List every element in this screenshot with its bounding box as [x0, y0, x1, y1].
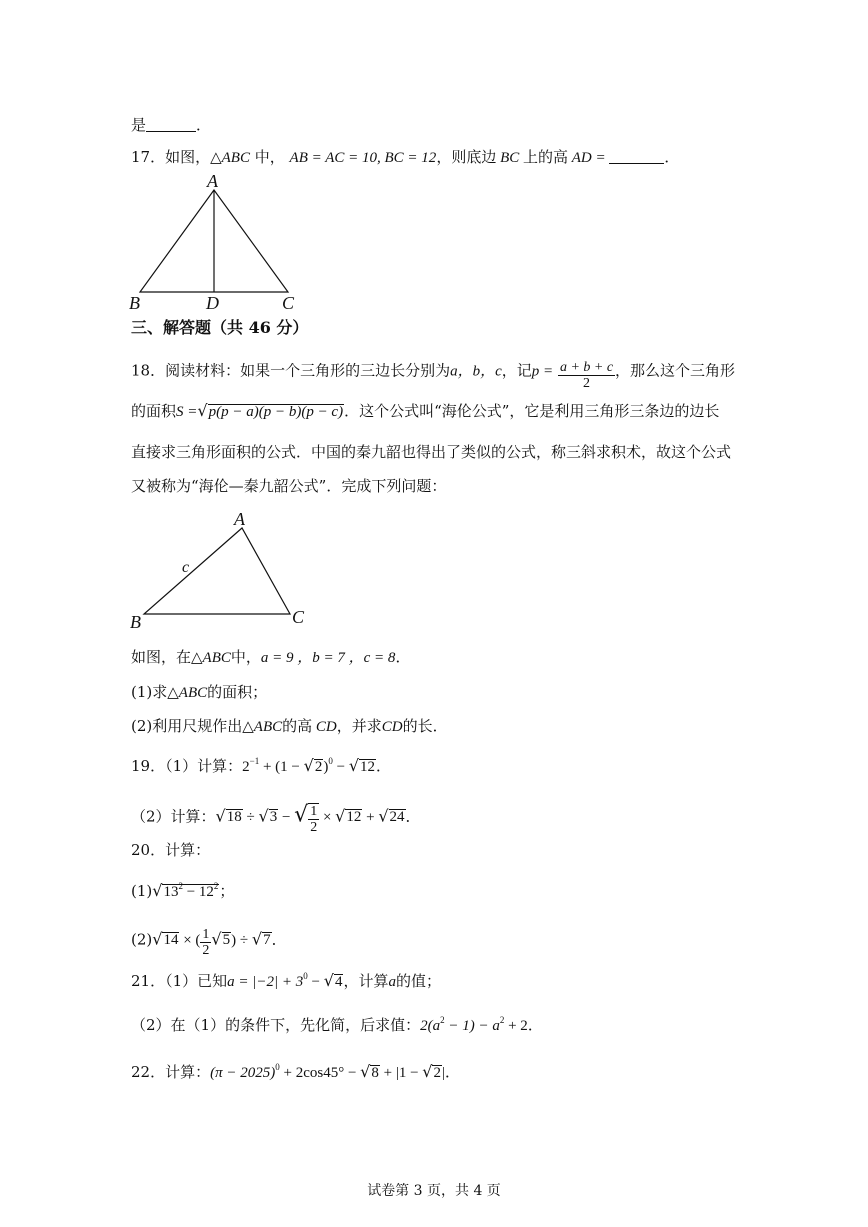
exponent: 2	[440, 1015, 445, 1025]
text: 18．阅读材料：如果一个三角形的三边长分别为	[131, 361, 451, 380]
side-vars: a，b，c	[450, 363, 502, 380]
answer-blank[interactable]	[609, 149, 664, 164]
side-label-c: c	[182, 559, 190, 576]
triangle-figure-18	[126, 510, 316, 635]
math: )	[323, 759, 329, 775]
exponent: 0	[303, 971, 308, 981]
math: ÷	[236, 932, 252, 949]
text: ，那么这个三角形	[615, 361, 736, 380]
vertex-label-c: C	[292, 607, 305, 627]
text: ．	[376, 757, 392, 775]
heron-radicand: p(p − a)(p − b)(p − c)	[208, 404, 344, 420]
text: 的长．	[402, 717, 448, 735]
radical-sign: √	[378, 806, 389, 826]
radicand: 12	[360, 759, 376, 775]
math: + 2cos45° −	[279, 1065, 361, 1081]
fraction-numerator: a + b + c	[559, 360, 614, 375]
text: 如图，在	[131, 648, 192, 666]
fraction	[200, 927, 211, 959]
triangle-symbol: △ABC	[167, 685, 208, 701]
height-label: AD =	[568, 150, 610, 166]
radicand: 14	[163, 932, 179, 949]
radical-sign: √	[152, 881, 163, 900]
math: −	[332, 759, 349, 775]
math: 13	[163, 884, 179, 900]
math: )	[231, 932, 237, 949]
text: ．	[445, 1063, 461, 1081]
text: 21．（1）已知	[131, 972, 228, 990]
vertex-label-b: B	[130, 612, 141, 632]
triangle-symbol: △ABC	[191, 650, 231, 666]
vertex-label-a: A	[234, 510, 245, 529]
fraction-denominator: 2	[582, 376, 590, 392]
question-18-line-1	[131, 360, 735, 392]
text: ，计算	[343, 972, 389, 990]
question-number: 17．	[131, 148, 166, 166]
text: 19．（1）计算：	[131, 757, 243, 775]
page-footer: 试卷第 3 页，共 4 页	[367, 1183, 501, 1199]
text: ．这个公式叫“海伦公式”，它是利用三角形三条边的边长	[344, 402, 720, 420]
radical-sign: √	[215, 806, 226, 826]
text: ．	[395, 648, 411, 666]
text: ．	[405, 807, 421, 826]
question-18-sub-2	[131, 719, 448, 735]
prev-question-tail: 是	[131, 116, 147, 134]
segment-label: CD	[381, 719, 403, 735]
text: ；	[219, 882, 235, 900]
fraction-denominator: 2	[310, 820, 318, 836]
math: +	[362, 809, 379, 826]
answer-blank[interactable]	[146, 117, 196, 132]
math: (π − 2025)	[210, 1065, 276, 1081]
radical-sign: √	[258, 806, 269, 826]
radicand: 7	[263, 932, 271, 949]
text: ．	[271, 930, 287, 949]
radicand: 3	[269, 809, 278, 826]
fraction-denominator: 2	[202, 943, 210, 959]
radical-sign: √	[323, 971, 334, 990]
question-19-part-1	[131, 758, 391, 775]
side-label: BC	[496, 150, 523, 166]
text: ，记	[501, 361, 532, 380]
condition: AB = AC = 10, BC = 12	[289, 150, 437, 166]
math: 2	[242, 759, 250, 775]
math: − 1) − a	[444, 1018, 500, 1034]
math: a = |−2| + 3	[227, 974, 304, 990]
radical-sign: √	[251, 929, 263, 949]
question-19-part-2	[131, 803, 421, 836]
text: 的面积；	[207, 683, 268, 701]
radicand: 4	[334, 974, 343, 990]
radical-sign: √	[294, 802, 309, 828]
text: ．	[664, 148, 680, 166]
fraction-numerator: 1	[310, 804, 318, 819]
math: − 12	[182, 884, 214, 900]
radical-sign: √	[152, 929, 163, 949]
text: (1)	[131, 882, 153, 900]
text: 的高	[282, 717, 313, 735]
radicand: 12	[346, 809, 362, 826]
text: （2）计算：	[131, 807, 216, 826]
vertex-label-a: A	[207, 171, 218, 191]
radical-sign: √	[360, 1062, 371, 1081]
question-22	[131, 1064, 460, 1081]
radicand: 2	[433, 1065, 441, 1081]
radical-sign: √	[335, 806, 346, 826]
math: ×	[319, 809, 336, 826]
radicand: 5	[222, 932, 231, 949]
text: ，则底边	[436, 148, 497, 166]
question-18-sub-1	[131, 685, 267, 701]
segment-label: CD	[312, 719, 337, 735]
text: 的值；	[395, 972, 441, 990]
side-values: a = 9 ，b = 7 ，c = 8	[260, 650, 396, 666]
p-equals: p =	[531, 363, 554, 380]
fraction-numerator: 1	[202, 927, 210, 942]
radicand: 8	[371, 1065, 379, 1081]
math: + |1 −	[379, 1065, 423, 1081]
text: (1)求	[131, 683, 168, 701]
radical-sign: √	[211, 929, 222, 949]
text: （2）在（1）的条件下，先化简，后求值：	[131, 1016, 421, 1034]
radicand: 24	[389, 809, 405, 826]
text: (2)利用尺规作出	[131, 717, 243, 735]
radicand	[162, 881, 219, 900]
text: ，并求	[336, 717, 382, 735]
text: 的面积	[131, 402, 177, 420]
exponent: 0	[275, 1062, 280, 1072]
math: 2(a	[420, 1018, 441, 1034]
p-fraction	[558, 360, 615, 392]
question-18-line-3: 直接求三角形面积的公式．中国的秦九韶也得出了类似的公式，称三斜求积术，故这个公式	[131, 443, 732, 461]
question-20-title: 20．计算：	[131, 841, 211, 859]
exponent: 0	[328, 756, 333, 766]
radicand: 18	[226, 809, 242, 826]
triangle-abc	[144, 528, 290, 614]
question-20-part-1	[131, 883, 234, 900]
question-18-line-2	[131, 403, 719, 420]
text: ．	[527, 1016, 543, 1034]
radicand-fraction	[308, 803, 319, 836]
exponent: 2	[499, 1015, 505, 1025]
triangle-figure-17	[126, 170, 306, 315]
radical-sign: √	[348, 756, 360, 775]
question-21-part-2	[131, 1015, 543, 1034]
radical-sign: √	[422, 1062, 433, 1081]
s-equals: S =	[176, 404, 198, 420]
math: + 2	[504, 1018, 528, 1034]
answer-line-16: 是 ．	[131, 116, 212, 134]
text: 上的高	[523, 148, 569, 166]
triangle-symbol: △ABC	[242, 719, 283, 735]
text: (2)	[131, 930, 153, 949]
math: a	[388, 974, 396, 990]
radical-sign: √	[303, 756, 314, 775]
math: ÷	[242, 809, 259, 826]
radicand: 2	[314, 759, 323, 775]
section-heading: 三、解答题（共 46 分）	[131, 318, 309, 337]
question-18-condition	[131, 650, 410, 666]
text: 中，	[230, 648, 261, 666]
radical-sign: √	[197, 401, 208, 420]
math: × (	[179, 932, 201, 949]
text: 22．计算：	[131, 1063, 211, 1081]
math: −	[307, 974, 324, 990]
exponent: 2	[213, 881, 219, 891]
question-21-part-1	[131, 973, 441, 990]
question-17	[131, 149, 679, 166]
text: 中，	[249, 148, 285, 166]
exponent: −1	[249, 756, 260, 766]
triangle-symbol: △ABC	[210, 150, 250, 166]
math: −	[278, 809, 295, 826]
question-18-line-4: 又被称为“海伦—秦九韶公式”．完成下列问题：	[131, 477, 447, 495]
question-20-part-2	[131, 927, 287, 959]
vertex-label-c: C	[282, 293, 295, 313]
math: + (1 −	[259, 759, 304, 775]
vertex-label-b: B	[129, 293, 140, 313]
point-label-d: D	[206, 293, 219, 313]
exponent: 2	[178, 881, 183, 891]
math: |	[441, 1065, 445, 1081]
text: 如图，	[165, 148, 211, 166]
